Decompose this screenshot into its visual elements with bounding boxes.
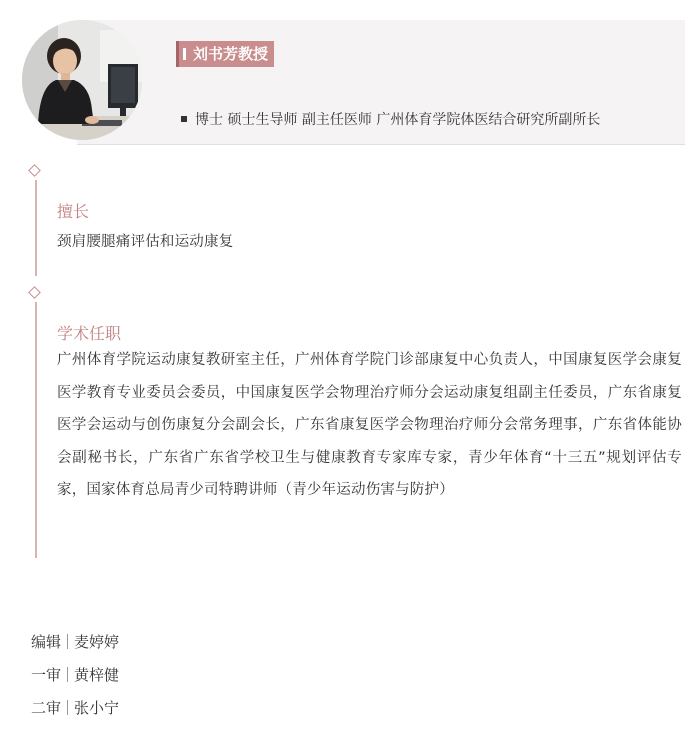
credit-separator <box>67 634 68 649</box>
credit-role: 二审 <box>31 699 62 717</box>
credit-second-review <box>31 697 119 718</box>
credit-person: 张小宁 <box>74 699 120 717</box>
credit-person: 麦婷婷 <box>74 633 120 651</box>
section-divider-line <box>35 302 37 558</box>
bullet-square-icon <box>181 116 187 122</box>
section-title-specialty: 擅长 <box>57 202 90 221</box>
credit-person: 黄梓健 <box>74 666 120 684</box>
credit-separator <box>67 667 68 682</box>
credit-separator <box>67 700 68 715</box>
section-divider-line <box>35 180 37 276</box>
section-body-academic-positions: 广州体育学院运动康复教研室主任，广州体育学院门诊部康复中心负责人，中国康复医学会康复医学教育专业委员会委员，中国康复医学会物理治疗师分会运动康复组副主任委员，广东省康复医学会运动与创伤康复分会副会长，广东省康复医学会物理治疗师分会常务理事，广东省体能协会副秘书长，广东省广东省学校卫生与健康教育专家库专家，青少年体育“十三五”规划评估专家，国家体育总局青少司特聘讲师（青少年运动伤害与防护） <box>57 352 682 498</box>
credit-role: 编辑 <box>31 633 62 651</box>
credit-first-review <box>31 664 119 685</box>
profile-header <box>22 20 685 144</box>
diamond-icon <box>28 164 41 177</box>
credit-role: 一审 <box>31 666 62 684</box>
diamond-icon <box>28 286 41 299</box>
profile-titles <box>181 109 600 129</box>
profile-titles-text: 博士 硕士生导师 副主任医师 广州体育学院体医结合研究所副所长 <box>195 112 601 128</box>
avatar <box>22 20 142 140</box>
credit-editor <box>31 631 119 652</box>
section-body-specialty: 颈肩腰腿痛评估和运动康复 <box>57 234 234 250</box>
section-title-academic-positions: 学术任职 <box>57 324 122 343</box>
profile-name: 刘书芳教授 <box>176 41 274 67</box>
